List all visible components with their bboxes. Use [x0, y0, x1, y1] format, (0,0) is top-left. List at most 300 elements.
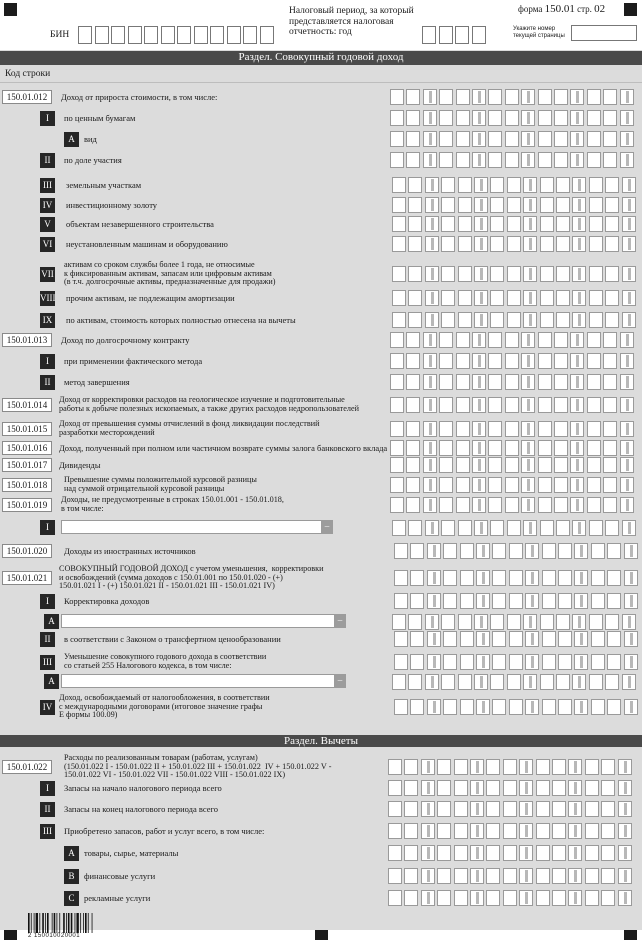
digit-cell[interactable] — [456, 131, 470, 147]
digit-cell[interactable] — [587, 477, 601, 493]
digit-cell[interactable] — [505, 477, 519, 493]
digit-cell[interactable] — [605, 614, 619, 630]
digit-cell[interactable] — [570, 374, 584, 390]
digit-cell[interactable] — [585, 845, 599, 861]
digit-cell[interactable] — [603, 457, 617, 473]
digit-cell[interactable] — [574, 593, 588, 609]
digit-cell[interactable] — [423, 374, 437, 390]
digit-cell[interactable] — [572, 312, 586, 328]
digit-cell[interactable] — [622, 216, 636, 232]
digit-cell[interactable] — [525, 654, 539, 670]
digit-cell[interactable] — [620, 397, 634, 413]
digit-cell[interactable] — [589, 216, 603, 232]
digit-cell[interactable] — [554, 477, 568, 493]
digit-cell[interactable] — [587, 497, 601, 513]
digit-cell[interactable] — [456, 440, 470, 456]
bin-digit-box[interactable] — [111, 26, 125, 44]
digit-cell[interactable] — [585, 759, 599, 775]
digit-cell[interactable] — [521, 457, 535, 473]
digit-cell[interactable] — [439, 110, 453, 126]
digit-cell[interactable] — [439, 477, 453, 493]
digit-cell[interactable] — [523, 312, 537, 328]
digit-cell[interactable] — [437, 845, 451, 861]
digit-cell[interactable] — [439, 89, 453, 105]
digit-cell[interactable] — [542, 543, 556, 559]
bin-digit-box[interactable] — [260, 26, 274, 44]
digit-cell[interactable] — [472, 353, 486, 369]
digit-cell[interactable] — [509, 699, 523, 715]
digit-cell[interactable] — [603, 477, 617, 493]
digit-cell[interactable] — [601, 845, 615, 861]
digit-cell[interactable] — [507, 216, 521, 232]
digit-cell[interactable] — [554, 131, 568, 147]
digit-cell[interactable] — [519, 823, 533, 839]
digit-cell[interactable] — [470, 759, 484, 775]
digit-cell[interactable] — [408, 290, 422, 306]
digit-cell[interactable] — [427, 593, 441, 609]
bin-digit-box[interactable] — [210, 26, 224, 44]
digit-cell[interactable] — [458, 177, 472, 193]
digit-cell[interactable] — [585, 868, 599, 884]
digit-cell[interactable] — [392, 266, 406, 282]
digit-cell[interactable] — [624, 654, 638, 670]
digit-cell[interactable] — [540, 216, 554, 232]
digit-cell[interactable] — [622, 290, 636, 306]
digit-cell[interactable] — [421, 759, 435, 775]
digit-cell[interactable] — [589, 236, 603, 252]
digit-cell[interactable] — [552, 823, 566, 839]
digit-cell[interactable] — [441, 266, 455, 282]
digit-cell[interactable] — [392, 236, 406, 252]
digit-cell[interactable] — [568, 801, 582, 817]
digit-cell[interactable] — [554, 497, 568, 513]
digit-cell[interactable] — [456, 374, 470, 390]
digit-cell[interactable] — [591, 543, 605, 559]
digit-cell[interactable] — [525, 570, 539, 586]
digit-cell[interactable] — [603, 353, 617, 369]
digit-cell[interactable] — [587, 89, 601, 105]
digit-cell[interactable] — [472, 110, 486, 126]
digit-cell[interactable] — [488, 440, 502, 456]
digit-cell[interactable] — [624, 543, 638, 559]
digit-cell[interactable] — [410, 593, 424, 609]
digit-cell[interactable] — [406, 421, 420, 437]
digit-cell[interactable] — [392, 197, 406, 213]
digit-cell[interactable] — [620, 131, 634, 147]
digit-cell[interactable] — [601, 801, 615, 817]
digit-cell[interactable] — [601, 780, 615, 796]
digit-cell[interactable] — [488, 152, 502, 168]
digit-cell[interactable] — [525, 631, 539, 647]
digit-cell[interactable] — [523, 674, 537, 690]
digit-cell[interactable] — [568, 868, 582, 884]
bin-digit-box[interactable] — [194, 26, 208, 44]
digit-cell[interactable] — [503, 890, 517, 906]
digit-cell[interactable] — [620, 152, 634, 168]
digit-cell[interactable] — [603, 152, 617, 168]
digit-cell[interactable] — [622, 236, 636, 252]
digit-cell[interactable] — [439, 421, 453, 437]
digit-cell[interactable] — [523, 197, 537, 213]
year-digit-box[interactable] — [422, 26, 436, 44]
digit-cell[interactable] — [390, 397, 404, 413]
digit-cell[interactable] — [406, 397, 420, 413]
digit-cell[interactable] — [388, 801, 402, 817]
digit-cell[interactable] — [388, 868, 402, 884]
digit-cell[interactable] — [605, 674, 619, 690]
digit-cell[interactable] — [536, 759, 550, 775]
digit-cell[interactable] — [476, 699, 490, 715]
digit-cell[interactable] — [574, 543, 588, 559]
digit-cell[interactable] — [390, 332, 404, 348]
digit-cell[interactable] — [439, 131, 453, 147]
digit-cell[interactable] — [456, 397, 470, 413]
digit-cell[interactable] — [470, 801, 484, 817]
digit-cell[interactable] — [556, 520, 570, 536]
digit-cell[interactable] — [458, 197, 472, 213]
digit-cell[interactable] — [423, 332, 437, 348]
digit-cell[interactable] — [439, 332, 453, 348]
digit-cell[interactable] — [470, 845, 484, 861]
digit-cell[interactable] — [488, 353, 502, 369]
digit-cell[interactable] — [521, 440, 535, 456]
digit-cell[interactable] — [607, 631, 621, 647]
digit-cell[interactable] — [509, 543, 523, 559]
digit-cell[interactable] — [523, 290, 537, 306]
digit-cell[interactable] — [441, 216, 455, 232]
digit-cell[interactable] — [425, 197, 439, 213]
digit-cell[interactable] — [472, 440, 486, 456]
digit-cell[interactable] — [472, 397, 486, 413]
digit-cell[interactable] — [423, 497, 437, 513]
digit-cell[interactable] — [505, 440, 519, 456]
digit-cell[interactable] — [458, 614, 472, 630]
digit-cell[interactable] — [425, 520, 439, 536]
digit-cell[interactable] — [425, 236, 439, 252]
digit-cell[interactable] — [601, 759, 615, 775]
digit-cell[interactable] — [458, 290, 472, 306]
digit-cell[interactable] — [622, 674, 636, 690]
digit-cell[interactable] — [423, 440, 437, 456]
digit-cell[interactable] — [554, 440, 568, 456]
digit-cell[interactable] — [591, 654, 605, 670]
digit-cell[interactable] — [390, 110, 404, 126]
digit-cell[interactable] — [490, 216, 504, 232]
digit-cell[interactable] — [554, 457, 568, 473]
digit-cell[interactable] — [618, 801, 632, 817]
digit-cell[interactable] — [554, 152, 568, 168]
bin-digit-box[interactable] — [227, 26, 241, 44]
digit-cell[interactable] — [507, 312, 521, 328]
digit-cell[interactable] — [568, 823, 582, 839]
digit-cell[interactable] — [439, 457, 453, 473]
digit-cell[interactable] — [472, 457, 486, 473]
digit-cell[interactable] — [388, 780, 402, 796]
digit-cell[interactable] — [556, 177, 570, 193]
digit-cell[interactable] — [460, 593, 474, 609]
digit-cell[interactable] — [542, 570, 556, 586]
digit-cell[interactable] — [603, 374, 617, 390]
digit-cell[interactable] — [410, 631, 424, 647]
digit-cell[interactable] — [456, 421, 470, 437]
digit-cell[interactable] — [587, 353, 601, 369]
digit-cell[interactable] — [572, 216, 586, 232]
digit-cell[interactable] — [570, 110, 584, 126]
digit-cell[interactable] — [486, 845, 500, 861]
digit-cell[interactable] — [568, 845, 582, 861]
digit-cell[interactable] — [410, 654, 424, 670]
digit-cell[interactable] — [507, 614, 521, 630]
digit-cell[interactable] — [439, 440, 453, 456]
digit-cell[interactable] — [404, 890, 418, 906]
digit-cell[interactable] — [486, 759, 500, 775]
digit-cell[interactable] — [554, 110, 568, 126]
digit-cell[interactable] — [460, 570, 474, 586]
digit-cell[interactable] — [423, 131, 437, 147]
digit-cell[interactable] — [536, 823, 550, 839]
digit-cell[interactable] — [572, 236, 586, 252]
digit-cell[interactable] — [423, 477, 437, 493]
digit-cell[interactable] — [486, 780, 500, 796]
digit-cell[interactable] — [570, 89, 584, 105]
digit-cell[interactable] — [390, 374, 404, 390]
digit-cell[interactable] — [439, 397, 453, 413]
digit-cell[interactable] — [505, 457, 519, 473]
digit-cell[interactable] — [618, 823, 632, 839]
digit-cell[interactable] — [488, 497, 502, 513]
digit-cell[interactable] — [443, 543, 457, 559]
digit-cell[interactable] — [622, 266, 636, 282]
digit-cell[interactable] — [556, 312, 570, 328]
digit-cell[interactable] — [441, 312, 455, 328]
digit-cell[interactable] — [441, 290, 455, 306]
digit-cell[interactable] — [439, 353, 453, 369]
digit-cell[interactable] — [390, 457, 404, 473]
digit-cell[interactable] — [472, 332, 486, 348]
digit-cell[interactable] — [456, 353, 470, 369]
digit-cell[interactable] — [456, 497, 470, 513]
digit-cell[interactable] — [507, 520, 521, 536]
digit-cell[interactable] — [556, 614, 570, 630]
digit-cell[interactable] — [460, 631, 474, 647]
digit-cell[interactable] — [536, 845, 550, 861]
digit-cell[interactable] — [390, 89, 404, 105]
digit-cell[interactable] — [589, 674, 603, 690]
digit-cell[interactable] — [423, 421, 437, 437]
digit-cell[interactable] — [390, 421, 404, 437]
digit-cell[interactable] — [523, 614, 537, 630]
digit-cell[interactable] — [540, 177, 554, 193]
digit-cell[interactable] — [556, 197, 570, 213]
digit-cell[interactable] — [439, 152, 453, 168]
digit-cell[interactable] — [441, 520, 455, 536]
digit-cell[interactable] — [618, 868, 632, 884]
digit-cell[interactable] — [439, 374, 453, 390]
digit-cell[interactable] — [503, 868, 517, 884]
digit-cell[interactable] — [624, 593, 638, 609]
digit-cell[interactable] — [538, 131, 552, 147]
digit-cell[interactable] — [454, 890, 468, 906]
digit-cell[interactable] — [605, 236, 619, 252]
digit-cell[interactable] — [605, 177, 619, 193]
dropdown-button[interactable]: ‒ — [334, 674, 346, 688]
digit-cell[interactable] — [392, 312, 406, 328]
digit-cell[interactable] — [472, 374, 486, 390]
digit-cell[interactable] — [558, 654, 572, 670]
digit-cell[interactable] — [474, 290, 488, 306]
digit-cell[interactable] — [521, 332, 535, 348]
digit-cell[interactable] — [421, 845, 435, 861]
digit-cell[interactable] — [390, 440, 404, 456]
digit-cell[interactable] — [454, 823, 468, 839]
digit-cell[interactable] — [425, 674, 439, 690]
digit-cell[interactable] — [570, 332, 584, 348]
digit-cell[interactable] — [472, 131, 486, 147]
digit-cell[interactable] — [492, 699, 506, 715]
digit-cell[interactable] — [538, 397, 552, 413]
digit-cell[interactable] — [488, 397, 502, 413]
digit-cell[interactable] — [552, 801, 566, 817]
digit-cell[interactable] — [607, 593, 621, 609]
digit-cell[interactable] — [490, 312, 504, 328]
digit-cell[interactable] — [540, 197, 554, 213]
digit-cell[interactable] — [488, 89, 502, 105]
digit-cell[interactable] — [406, 477, 420, 493]
digit-cell[interactable] — [525, 699, 539, 715]
digit-cell[interactable] — [558, 593, 572, 609]
year-digit-box[interactable] — [455, 26, 469, 44]
digit-cell[interactable] — [605, 290, 619, 306]
digit-cell[interactable] — [441, 236, 455, 252]
digit-cell[interactable] — [456, 152, 470, 168]
digit-cell[interactable] — [538, 110, 552, 126]
digit-cell[interactable] — [554, 374, 568, 390]
digit-cell[interactable] — [427, 543, 441, 559]
digit-cell[interactable] — [404, 759, 418, 775]
digit-cell[interactable] — [503, 780, 517, 796]
digit-cell[interactable] — [406, 440, 420, 456]
digit-cell[interactable] — [406, 353, 420, 369]
digit-cell[interactable] — [423, 89, 437, 105]
digit-cell[interactable] — [568, 890, 582, 906]
digit-cell[interactable] — [505, 353, 519, 369]
digit-cell[interactable] — [441, 674, 455, 690]
digit-cell[interactable] — [439, 497, 453, 513]
digit-cell[interactable] — [458, 216, 472, 232]
digit-cell[interactable] — [568, 759, 582, 775]
digit-cell[interactable] — [394, 654, 408, 670]
digit-cell[interactable] — [556, 674, 570, 690]
digit-cell[interactable] — [507, 197, 521, 213]
digit-cell[interactable] — [605, 216, 619, 232]
digit-cell[interactable] — [505, 421, 519, 437]
digit-cell[interactable] — [421, 890, 435, 906]
digit-cell[interactable] — [423, 353, 437, 369]
digit-cell[interactable] — [542, 593, 556, 609]
digit-cell[interactable] — [589, 614, 603, 630]
digit-cell[interactable] — [607, 570, 621, 586]
digit-cell[interactable] — [587, 110, 601, 126]
digit-cell[interactable] — [394, 699, 408, 715]
digit-cell[interactable] — [454, 801, 468, 817]
digit-cell[interactable] — [552, 890, 566, 906]
digit-cell[interactable] — [603, 89, 617, 105]
digit-cell[interactable] — [458, 674, 472, 690]
digit-cell[interactable] — [406, 110, 420, 126]
digit-cell[interactable] — [456, 477, 470, 493]
bin-digit-box[interactable] — [161, 26, 175, 44]
digit-cell[interactable] — [437, 823, 451, 839]
digit-cell[interactable] — [603, 421, 617, 437]
digit-cell[interactable] — [589, 312, 603, 328]
digit-cell[interactable] — [572, 520, 586, 536]
digit-cell[interactable] — [421, 823, 435, 839]
digit-cell[interactable] — [474, 197, 488, 213]
digit-cell[interactable] — [505, 110, 519, 126]
digit-cell[interactable] — [554, 89, 568, 105]
digit-cell[interactable] — [607, 543, 621, 559]
digit-cell[interactable] — [558, 631, 572, 647]
digit-cell[interactable] — [540, 236, 554, 252]
digit-cell[interactable] — [525, 543, 539, 559]
digit-cell[interactable] — [558, 699, 572, 715]
digit-cell[interactable] — [456, 110, 470, 126]
digit-cell[interactable] — [603, 332, 617, 348]
digit-cell[interactable] — [486, 890, 500, 906]
digit-cell[interactable] — [519, 780, 533, 796]
digit-cell[interactable] — [538, 89, 552, 105]
digit-cell[interactable] — [521, 353, 535, 369]
digit-cell[interactable] — [490, 177, 504, 193]
digit-cell[interactable] — [488, 421, 502, 437]
digit-cell[interactable] — [574, 631, 588, 647]
digit-cell[interactable] — [540, 266, 554, 282]
digit-cell[interactable] — [423, 110, 437, 126]
digit-cell[interactable] — [454, 780, 468, 796]
digit-cell[interactable] — [404, 780, 418, 796]
digit-cell[interactable] — [572, 290, 586, 306]
digit-cell[interactable] — [521, 397, 535, 413]
digit-cell[interactable] — [425, 614, 439, 630]
digit-cell[interactable] — [421, 801, 435, 817]
digit-cell[interactable] — [490, 266, 504, 282]
digit-cell[interactable] — [507, 236, 521, 252]
digit-cell[interactable] — [507, 290, 521, 306]
digit-cell[interactable] — [406, 131, 420, 147]
digit-cell[interactable] — [603, 110, 617, 126]
digit-cell[interactable] — [620, 332, 634, 348]
digit-cell[interactable] — [406, 457, 420, 473]
digit-cell[interactable] — [408, 216, 422, 232]
digit-cell[interactable] — [456, 457, 470, 473]
digit-cell[interactable] — [472, 421, 486, 437]
digit-cell[interactable] — [556, 266, 570, 282]
digit-cell[interactable] — [523, 266, 537, 282]
digit-cell[interactable] — [525, 593, 539, 609]
digit-cell[interactable] — [519, 890, 533, 906]
digit-cell[interactable] — [492, 570, 506, 586]
digit-cell[interactable] — [585, 823, 599, 839]
digit-cell[interactable] — [622, 197, 636, 213]
digit-cell[interactable] — [587, 440, 601, 456]
digit-cell[interactable] — [488, 131, 502, 147]
digit-cell[interactable] — [574, 654, 588, 670]
digit-cell[interactable] — [587, 457, 601, 473]
digit-cell[interactable] — [591, 631, 605, 647]
digit-cell[interactable] — [605, 520, 619, 536]
digit-cell[interactable] — [490, 520, 504, 536]
digit-cell[interactable] — [552, 759, 566, 775]
